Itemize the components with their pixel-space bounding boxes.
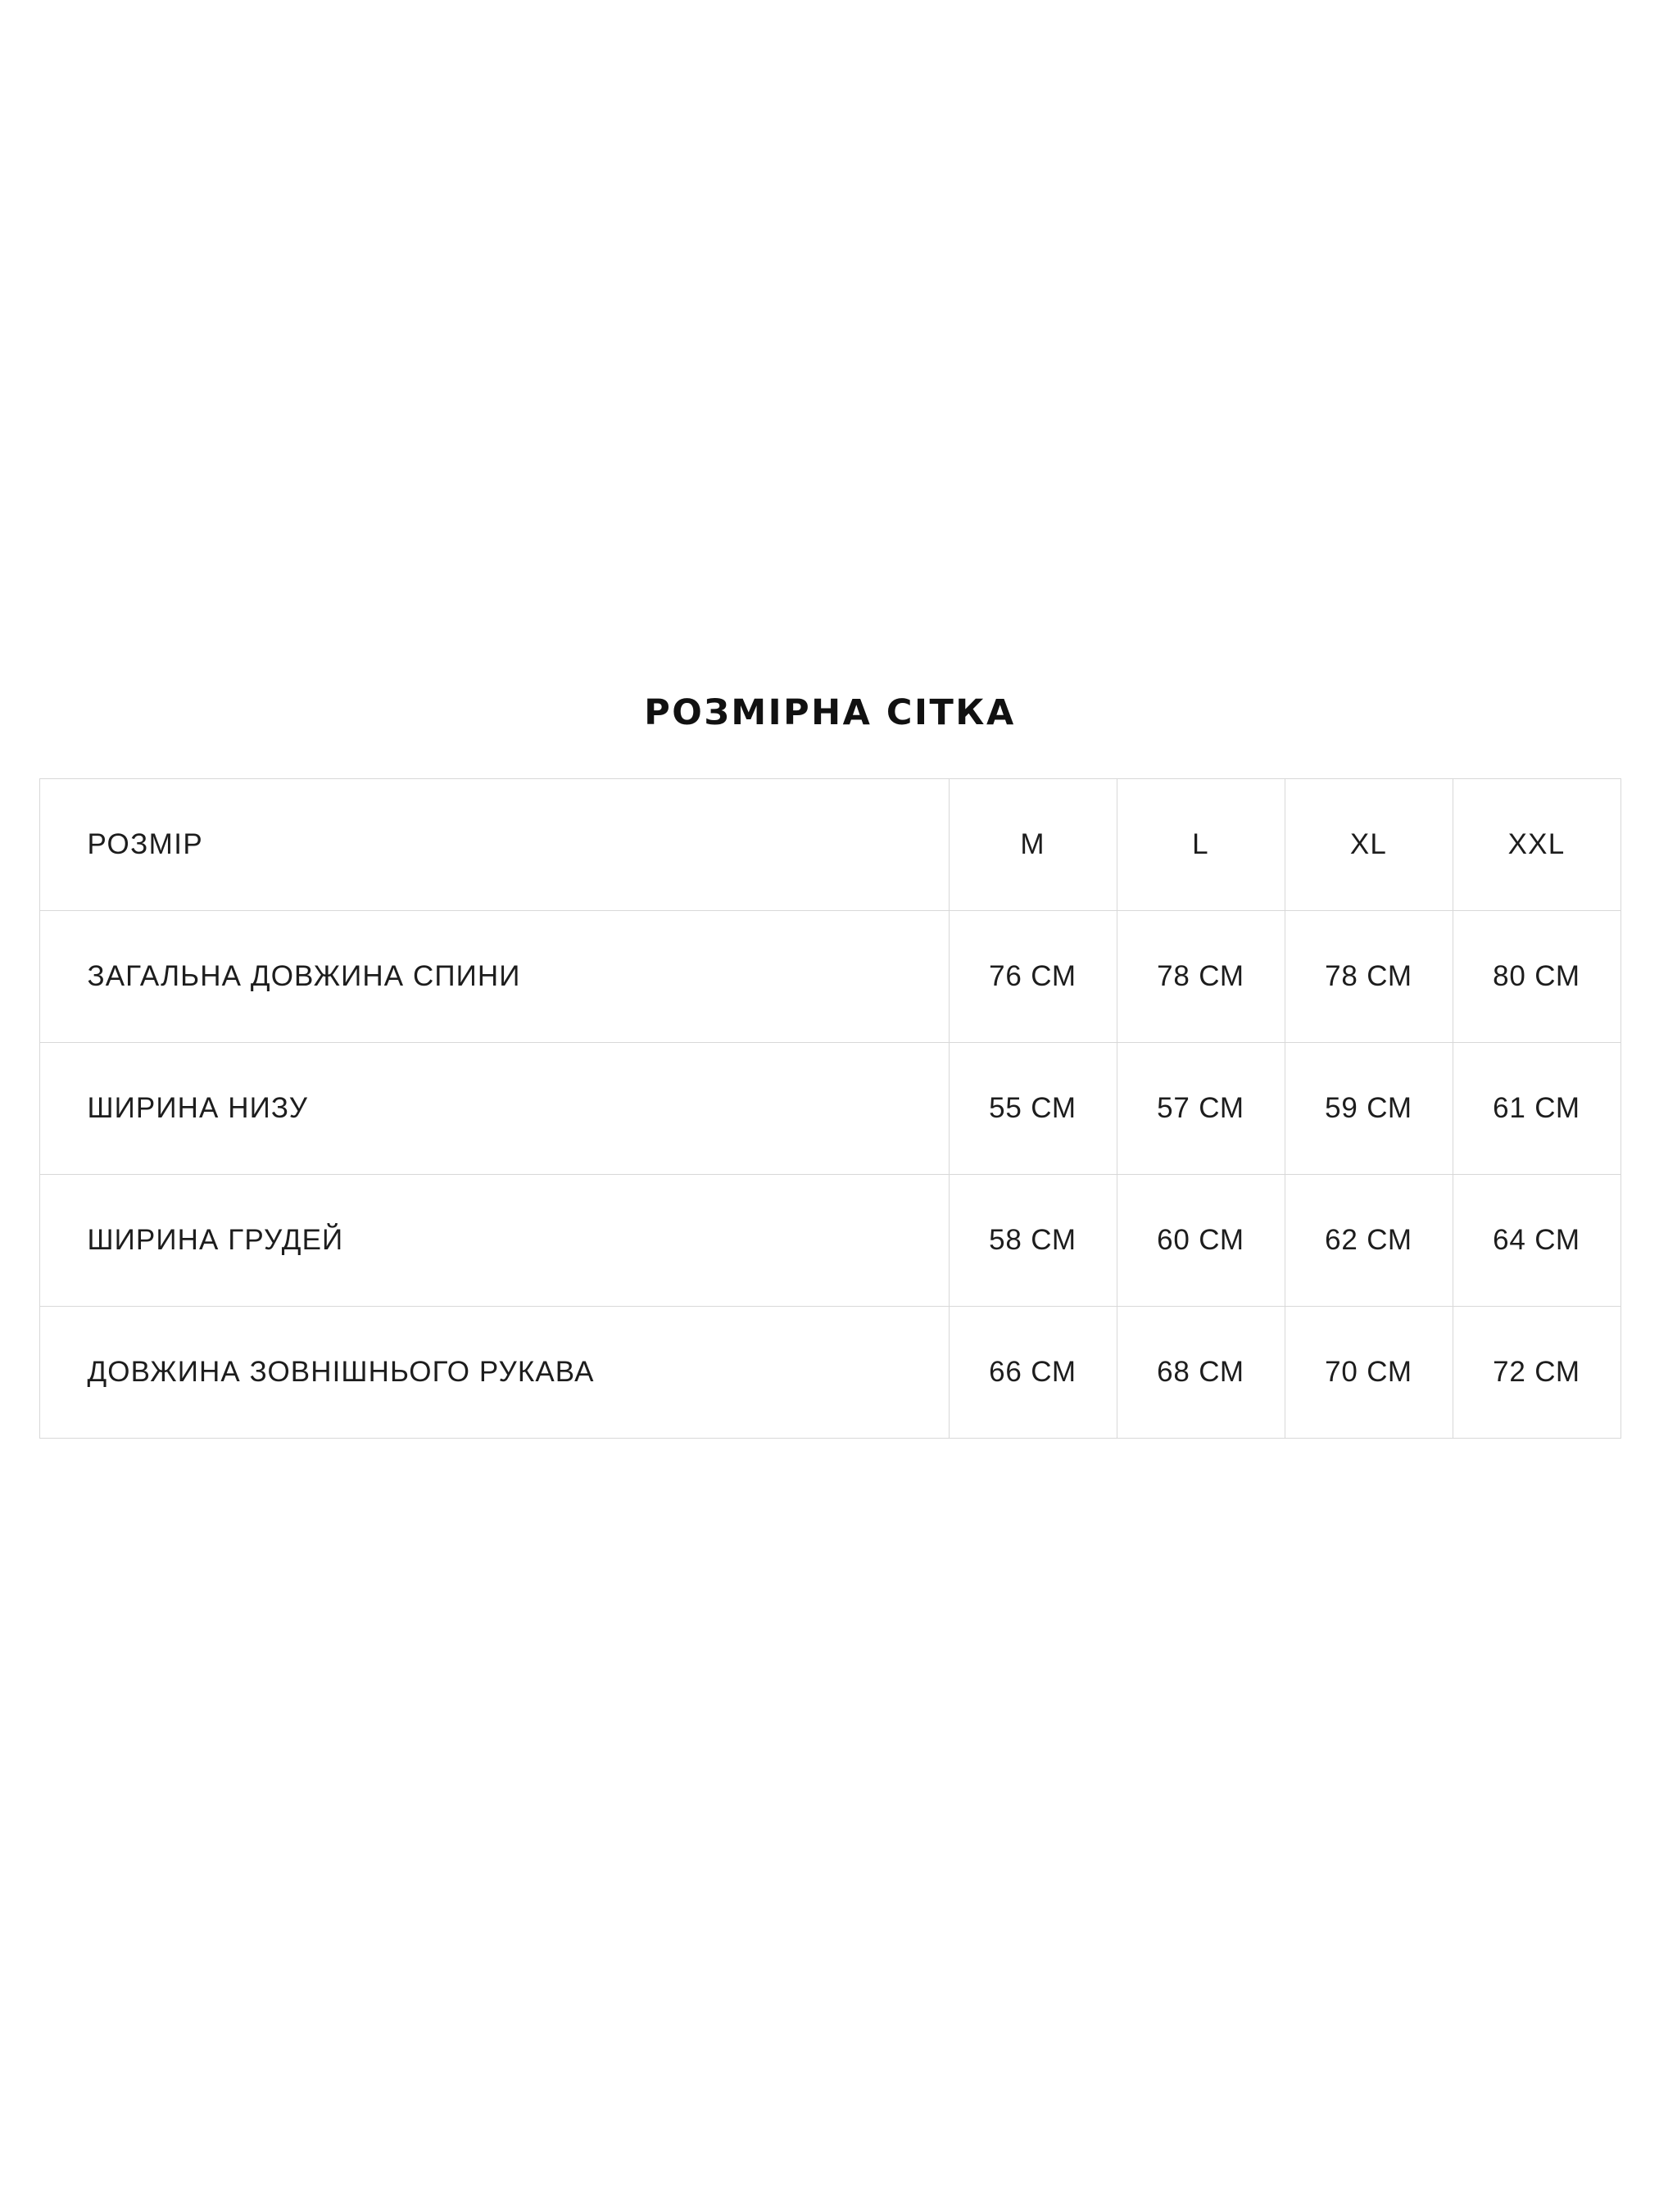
column-header-xxl: XXL xyxy=(1453,779,1620,911)
table-row xyxy=(39,1307,1620,1439)
measurement-value: 66 СМ xyxy=(949,1307,1117,1439)
measurement-value: 57 СМ xyxy=(1117,1043,1285,1175)
column-header-l: L xyxy=(1117,779,1285,911)
measurement-value: 61 СМ xyxy=(1453,1043,1620,1175)
measurement-value: 64 СМ xyxy=(1453,1175,1620,1307)
table-row xyxy=(39,1175,1620,1307)
measurement-label: ШИРИНА НИЗУ xyxy=(39,1043,949,1175)
measurement-value: 72 СМ xyxy=(1453,1307,1620,1439)
page-title: РОЗМІРНА СІТКА xyxy=(644,692,1016,733)
measurement-value: 59 СМ xyxy=(1285,1043,1453,1175)
column-header-m: M xyxy=(949,779,1117,911)
measurement-value: 78 СМ xyxy=(1285,911,1453,1043)
measurement-label: ЗАГАЛЬНА ДОВЖИНА СПИНИ xyxy=(39,911,949,1043)
size-chart-block xyxy=(23,692,1637,1439)
measurement-value: 78 СМ xyxy=(1117,911,1285,1043)
measurement-value: 68 СМ xyxy=(1117,1307,1285,1439)
size-chart-table xyxy=(39,778,1621,1439)
measurement-value: 55 СМ xyxy=(949,1043,1117,1175)
measurement-label: ШИРИНА ГРУДЕЙ xyxy=(39,1175,949,1307)
table-header-row xyxy=(39,779,1620,911)
measurement-value: 58 СМ xyxy=(949,1175,1117,1307)
column-header-size-label: РОЗМІР xyxy=(39,779,949,911)
measurement-value: 62 СМ xyxy=(1285,1175,1453,1307)
measurement-value: 70 СМ xyxy=(1285,1307,1453,1439)
measurement-label: ДОВЖИНА ЗОВНІШНЬОГО РУКАВА xyxy=(39,1307,949,1439)
measurement-value: 80 СМ xyxy=(1453,911,1620,1043)
table-row xyxy=(39,911,1620,1043)
measurement-value: 60 СМ xyxy=(1117,1175,1285,1307)
measurement-value: 76 СМ xyxy=(949,911,1117,1043)
table-row xyxy=(39,1043,1620,1175)
column-header-xl: XL xyxy=(1285,779,1453,911)
